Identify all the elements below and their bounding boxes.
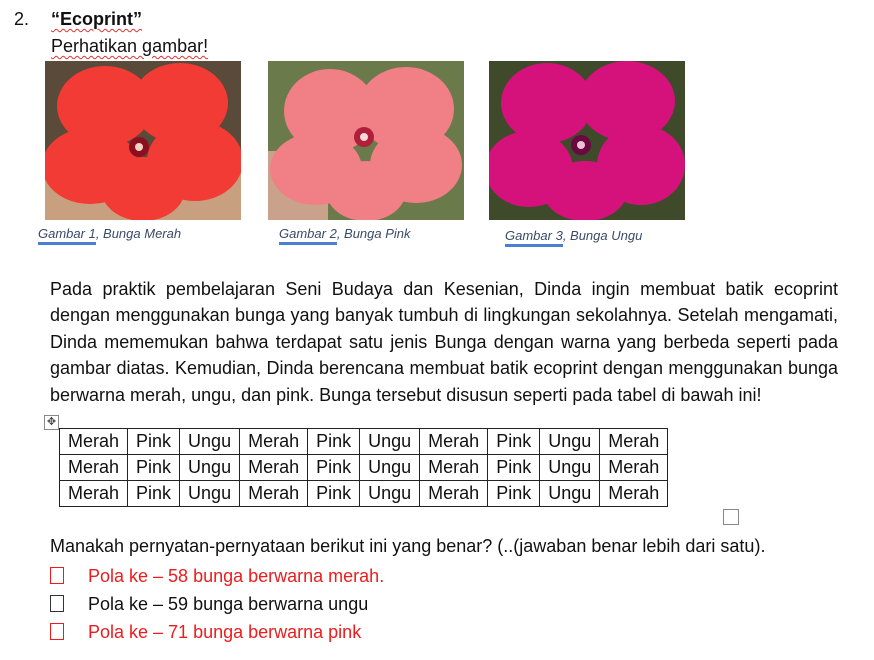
answer-option-1-text: Pola ke – 58 bunga berwarna merah. bbox=[88, 566, 385, 586]
table-cell: Merah bbox=[240, 429, 308, 455]
table-cell: Pink bbox=[488, 455, 540, 481]
table-cell: Merah bbox=[600, 429, 668, 455]
table-cell: Merah bbox=[240, 481, 308, 507]
table-cell: Pink bbox=[128, 481, 180, 507]
answer-option-3[interactable] bbox=[50, 622, 361, 643]
table-move-handle-icon[interactable]: ✥ bbox=[44, 415, 59, 430]
table-cell: Pink bbox=[128, 455, 180, 481]
checkbox-icon[interactable] bbox=[50, 623, 64, 640]
checkbox-icon[interactable] bbox=[50, 595, 64, 612]
table-cell: Merah bbox=[60, 429, 128, 455]
table-cell: Ungu bbox=[540, 429, 600, 455]
caption-2-text: , Bunga Pink bbox=[336, 226, 411, 241]
table-cell: Merah bbox=[60, 481, 128, 507]
table-cell: Pink bbox=[308, 481, 360, 507]
table-cell: Ungu bbox=[180, 429, 240, 455]
table-cell: Merah bbox=[60, 455, 128, 481]
table-cell: Ungu bbox=[360, 481, 420, 507]
checkbox-icon[interactable] bbox=[50, 567, 64, 584]
caption-2-label: Gambar 2 bbox=[279, 226, 337, 245]
table-cell: Merah bbox=[600, 455, 668, 481]
table-cell: Merah bbox=[240, 455, 308, 481]
table-cell: Ungu bbox=[180, 481, 240, 507]
flower-pattern-table bbox=[59, 428, 668, 507]
table-cell: Ungu bbox=[360, 455, 420, 481]
answer-option-2-text: Pola ke – 59 bunga berwarna ungu bbox=[88, 594, 369, 614]
caption-3-label: Gambar 3 bbox=[505, 228, 563, 247]
story-paragraph: Pada praktik pembelajaran Seni Budaya dan Kesenian, Dinda ingin membuat batik ecoprint dengan menggunakan bunga yang banyak tumbuh di lingkungan sekolahnya. Setelah mengamati, Dinda mememukan bahwa terdapat satu jenis Bunga dengan warna yang berbeda seperti pada gambar diatas. Kemudian, Dinda berencana membuat batik ecoprint dengan menggunakan bunga berwarna merah, ungu, dan pink. Bunga tersebut disusun seperti pada tabel di bawah ini! bbox=[50, 279, 838, 405]
caption-2 bbox=[279, 226, 411, 241]
question-prompt: Manakah pernyatan-pernyataan berikut ini yang benar? (..(jawaban benar lebih dari satu). bbox=[50, 536, 766, 556]
table-cell: Merah bbox=[420, 455, 488, 481]
table-row bbox=[60, 429, 668, 455]
flower-photo-pink bbox=[268, 61, 464, 220]
answer-option-3-text: Pola ke – 71 bunga berwarna pink bbox=[88, 622, 362, 642]
question-title: “Ecoprint” bbox=[51, 9, 143, 29]
table-cell: Ungu bbox=[360, 429, 420, 455]
caption-1-label: Gambar 1 bbox=[38, 226, 96, 245]
table-row bbox=[60, 481, 668, 507]
answer-option-2[interactable] bbox=[50, 594, 368, 615]
table-cell: Pink bbox=[488, 481, 540, 507]
table-row bbox=[60, 455, 668, 481]
answer-option-1[interactable] bbox=[50, 566, 384, 587]
table-cell: Ungu bbox=[180, 455, 240, 481]
table-cell: Pink bbox=[308, 429, 360, 455]
caption-3 bbox=[505, 228, 642, 243]
table-cell: Pink bbox=[488, 429, 540, 455]
table-cell: Merah bbox=[420, 429, 488, 455]
table-cell: Merah bbox=[420, 481, 488, 507]
table-resize-handle[interactable] bbox=[723, 509, 739, 525]
instruction-text: Perhatikan gambar! bbox=[51, 36, 209, 56]
question-number: 2. bbox=[14, 9, 30, 29]
flower-photo-red bbox=[45, 61, 241, 220]
table-cell: Pink bbox=[128, 429, 180, 455]
table-cell: Merah bbox=[600, 481, 668, 507]
flower-photo-purple bbox=[489, 61, 685, 220]
caption-1-text: , Bunga Merah bbox=[95, 226, 182, 241]
table-cell: Ungu bbox=[540, 455, 600, 481]
caption-1 bbox=[38, 226, 181, 241]
table-cell: Ungu bbox=[540, 481, 600, 507]
table-cell: Pink bbox=[308, 455, 360, 481]
caption-3-text: , Bunga Ungu bbox=[562, 228, 643, 243]
